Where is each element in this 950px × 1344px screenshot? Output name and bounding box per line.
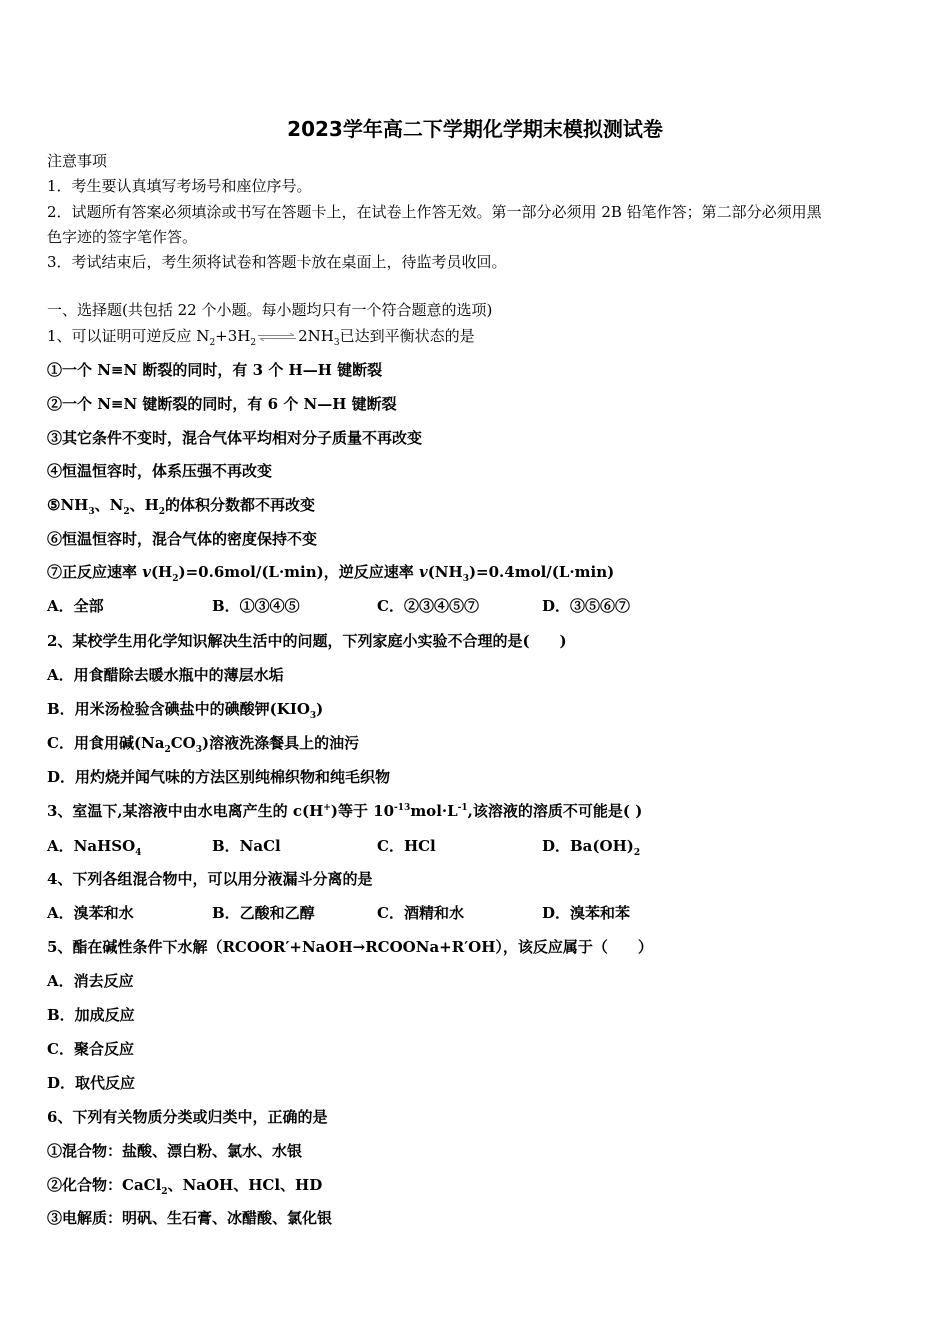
- q1-stem-part: 已达到平衡状态的是: [339, 327, 475, 345]
- q1-sub: 3: [88, 507, 95, 517]
- q3-stem-part: ,该溶液的溶质不可能是( ): [467, 802, 643, 820]
- q6-s2-part: ②化合物：CaCl: [47, 1176, 162, 1194]
- q1-s5-part: 的体积分数都不再改变: [165, 496, 316, 514]
- q1-s7-part: (H: [150, 563, 173, 581]
- q2-stem: 2、某校学生用化学知识解决生活中的问题，下列家庭小实验不合理的是( ): [47, 632, 567, 650]
- q1-sub: 2: [123, 507, 130, 517]
- q1-statement-1: ①一个 N≡N 断裂的同时，有 3 个 H—H 键断裂: [47, 361, 383, 379]
- q1-statement-2: ②一个 N≡N 键断裂的同时，有 6 个 N—H 键断裂: [47, 395, 397, 413]
- q3-sup: +: [323, 803, 331, 813]
- note-2-cont: 色字迹的签字笔作答。: [47, 228, 198, 246]
- q1-s7-part: )=0.4mol/(L·min): [468, 563, 615, 581]
- q5-option-b: B．加成反应: [47, 1006, 135, 1024]
- q1-stem-part: 1、可以证明可逆反应 N: [47, 327, 210, 345]
- q1-option-c: C．②③④⑤⑦: [377, 597, 479, 615]
- q1-sub: 2: [172, 574, 179, 584]
- q1-stem-part: 2NH: [298, 327, 334, 345]
- q3-sub: 4: [135, 848, 142, 858]
- q1-sub: 2: [158, 507, 166, 517]
- equilibrium-arrow-icon: [257, 333, 297, 341]
- notes-heading: 注意事项: [47, 152, 108, 170]
- section-heading: 一、选择题(共包括 22 个小题。每小题均只有一个符合题意的选项): [47, 301, 493, 319]
- q1-option-b: B．①③④⑤: [212, 597, 300, 615]
- q2-option-c: [47, 733, 359, 753]
- q6-statement-1: ①混合物：盐酸、漂白粉、氯水、水银: [47, 1142, 303, 1160]
- q3-sub: 2: [633, 848, 641, 858]
- page-title: 2023学年高二下学期化学期末模拟测试卷: [287, 117, 663, 141]
- q3-sup: -13: [394, 803, 411, 813]
- q1-sub: 3: [462, 574, 469, 584]
- q1-statement-6: ⑥恒温恒容时，混合气体的密度保持不变: [47, 530, 318, 548]
- q1-sub: 2: [250, 338, 257, 348]
- q2-c-part: C．用食用碱(Na: [47, 734, 165, 752]
- q1-s7-part: (NH: [427, 563, 463, 581]
- q2-b-part: B．用米汤检验含碘盐中的碘酸钾(KIO: [47, 700, 310, 718]
- q2-c-part: )溶液洗涤餐具上的油污: [202, 734, 360, 752]
- q2-sub: 3: [309, 711, 317, 721]
- q5-option-c: C．聚合反应: [47, 1040, 134, 1058]
- q4-stem: 4、下列各组混合物中，可以用分液漏斗分离的是: [47, 870, 373, 888]
- q4-option-c: C．酒精和水: [377, 904, 464, 922]
- q1-s7-var: v: [142, 563, 151, 581]
- q1-statement-3: ③其它条件不变时，混合气体平均相对分子质量不再改变: [47, 429, 423, 447]
- q5-option-d: D．取代反应: [47, 1074, 136, 1092]
- q1-s7-var: v: [418, 563, 428, 581]
- q2-option-a: A．用食醋除去暖水瓶中的薄层水垢: [47, 666, 284, 684]
- note-2: 2．试题所有答案必须填涂或书写在答题卡上，在试卷上作答无效。第一部分必须用 2B 铅笔作答；第二部分必须用黑: [47, 203, 822, 221]
- q2-b-part: ): [316, 700, 324, 718]
- q3-stem-part: mol·L: [410, 802, 458, 820]
- q1-stem-part: +3H: [215, 327, 251, 345]
- q6-statement-2: [47, 1175, 322, 1195]
- q4-option-d: D．溴苯和苯: [542, 904, 631, 922]
- q3-option-d: [542, 836, 640, 856]
- q3-option-a: [47, 836, 141, 856]
- q5-option-a: A．消去反应: [47, 972, 134, 990]
- q4-option-b: B．乙酸和乙醇: [212, 904, 315, 922]
- q6-sub: 2: [161, 1187, 168, 1197]
- q2-c-part: CO: [170, 734, 196, 752]
- q1-statement-7: [47, 562, 614, 582]
- q2-sub: 2: [164, 745, 171, 755]
- q6-s2-part: 、NaOH、HCl、HD: [167, 1176, 323, 1194]
- q6-stem: 6、下列有关物质分类或归类中，正确的是: [47, 1108, 328, 1126]
- q1-option-d: D．③⑤⑥⑦: [542, 597, 631, 615]
- q1-s5-part: 、N: [94, 496, 124, 514]
- note-1: 1．考生要认真填写考场号和座位序号。: [47, 177, 312, 195]
- q3-stem: [47, 801, 642, 821]
- q1-statement-5: [47, 495, 315, 515]
- q3-a-part: A．NaHSO: [47, 837, 136, 855]
- q4-option-a: A．溴苯和水: [47, 904, 134, 922]
- q1-sub: 3: [333, 338, 340, 348]
- q6-statement-3: ③电解质：明矾、生石膏、冰醋酸、氯化银: [47, 1209, 333, 1227]
- q1-s7-part: )=0.6mol/(L·min)，逆反应速率: [178, 563, 419, 581]
- q3-sup: -1: [457, 803, 468, 813]
- q1-s5-part: ⑤NH: [47, 496, 89, 514]
- q3-stem-part: )等于 10: [330, 802, 395, 820]
- q1-stem: [47, 326, 475, 346]
- q2-sub: 3: [195, 745, 203, 755]
- q5-stem: 5、酯在碱性条件下水解（RCOOR′+NaOH→RCOONa+R′OH），该反应属于（ ）: [47, 938, 653, 956]
- q1-option-a: A．全部: [47, 597, 104, 615]
- q3-option-b: B．NaCl: [212, 837, 281, 855]
- q1-s7-part: ⑦正反应速率: [47, 563, 143, 581]
- q3-d-part: D．Ba(OH): [542, 837, 634, 855]
- q3-option-c: C．HCl: [377, 837, 436, 855]
- q2-option-d: D．用灼烧并闻气味的方法区别纯棉织物和纯毛织物: [47, 768, 391, 786]
- note-3: 3．考试结束后，考生须将试卷和答题卡放在桌面上，待监考员收回。: [47, 253, 507, 271]
- q1-s5-part: 、H: [129, 496, 159, 514]
- q2-option-b: [47, 699, 323, 719]
- q1-statement-4: ④恒温恒容时，体系压强不再改变: [47, 462, 273, 480]
- q1-sub: 2: [209, 338, 216, 348]
- q3-stem-part: 3、室温下,某溶液中由水电离产生的 c(H: [47, 802, 324, 820]
